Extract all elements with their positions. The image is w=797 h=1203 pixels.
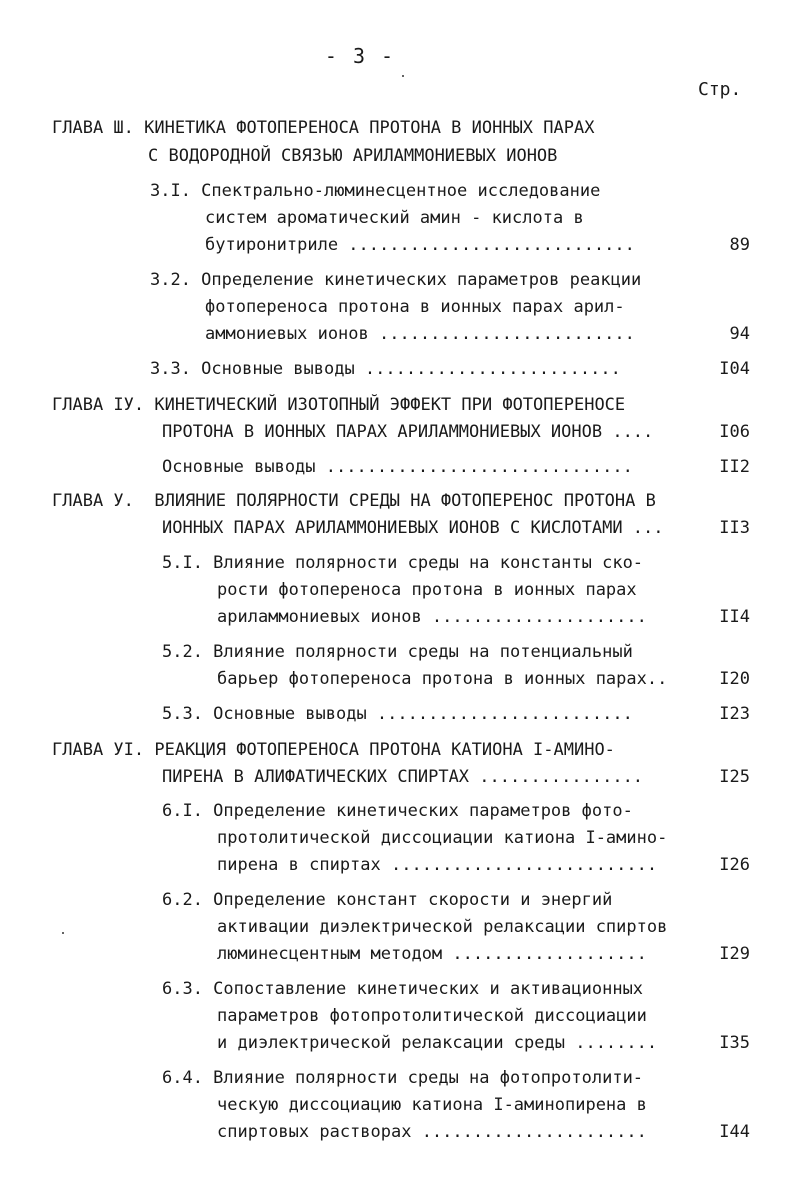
section-3-1-line-1: 3.I. Спектрально-люминесцентное исследование xyxy=(150,181,601,201)
section-6-2-line-1: 6.2. Определение констант скорости и энергий xyxy=(162,890,613,910)
section-3-2-page: 94 xyxy=(729,324,750,344)
section-6-3-line-1: 6.3. Сопоставление кинетических и активационных xyxy=(162,979,644,999)
section-3-2-line-1: 3.2. Определение кинетических параметров реакции xyxy=(150,270,642,290)
section-6-4-line-2: ческую диссоциацию катиона I-аминопирена в xyxy=(217,1095,647,1115)
section-5-1-line-1: 5.I. Влияние полярности среды на константы ско- xyxy=(162,553,644,573)
chapter-4-conclusions-page: II2 xyxy=(719,457,750,477)
chapter-5-title-line-1: ГЛАВА У. ВЛИЯНИЕ ПОЛЯРНОСТИ СРЕДЫ НА ФОТОПЕРЕНОС ПРОТОНА В xyxy=(52,491,656,511)
section-6-4-line-3: спиртовых растворах ...................... xyxy=(217,1122,647,1142)
section-6-1-page: I26 xyxy=(719,855,750,875)
chapter-6-title-line-1: ГЛАВА УI. РЕАКЦИЯ ФОТОПЕРЕНОСА ПРОТОНА КАТИОНА I-АМИНО- xyxy=(52,740,615,760)
section-6-1-line-1: 6.I. Определение кинетических параметров фото- xyxy=(162,801,633,821)
section-5-2-page: I20 xyxy=(719,669,750,689)
section-3-3-line-1: 3.3. Основные выводы ......................... xyxy=(150,359,621,379)
page-number: - 3 - xyxy=(324,44,396,68)
chapter-4-title-line-1: ГЛАВА IУ. КИНЕТИЧЕСКИЙ ИЗОТОПНЫЙ ЭФФЕКТ ПРИ ФОТОПЕРЕНОСЕ xyxy=(52,395,626,415)
section-5-1-line-3: ариламмониевых ионов ..................... xyxy=(217,607,647,627)
section-6-3-page: I35 xyxy=(719,1033,750,1053)
chapter-3-title-line-2: С ВОДОРОДНОЙ СВЯЗЬЮ АРИЛАММОНИЕВЫХ ИОНОВ xyxy=(148,146,558,166)
chapter-4-page: I06 xyxy=(719,422,750,442)
chapter-4-conclusions-line: Основные выводы .............................. xyxy=(162,457,633,477)
section-3-1-page: 89 xyxy=(729,235,750,255)
section-5-2-line-2: барьер фотопереноса протона в ионных парах.. xyxy=(217,669,668,689)
chapter-4-title-line-2: ПРОТОНА В ИОННЫХ ПАРАХ АРИЛАММОНИЕВЫХ ИОНОВ .... xyxy=(162,422,654,442)
section-5-2-line-1: 5.2. Влияние полярности среды на потенциальный xyxy=(162,642,633,662)
section-6-3-line-3: и диэлектрической релаксации среды ........ xyxy=(217,1033,658,1053)
section-5-1-line-2: рости фотопереноса протона в ионных парах xyxy=(217,580,637,600)
section-3-1-line-2: систем ароматический амин - кислота в xyxy=(205,208,584,228)
section-6-1-line-2: протолитической диссоциации катиона I-амино- xyxy=(217,828,668,848)
section-6-4-line-1: 6.4. Влияние полярности среды на фотопротолити- xyxy=(162,1068,644,1088)
chapter-3-title-line-1: ГЛАВА Ш. КИНЕТИКА ФОТОПЕРЕНОСА ПРОТОНА В ИОННЫХ ПАРАХ xyxy=(52,118,595,138)
chapter-6-title-line-2: ПИРЕНА В АЛИФАТИЧЕСКИХ СПИРТАХ ................ xyxy=(162,767,644,787)
scan-speck xyxy=(62,932,64,934)
section-5-1-page: II4 xyxy=(719,607,750,627)
page-column-label: Стр. xyxy=(698,79,742,100)
section-3-3-page: I04 xyxy=(719,359,750,379)
chapter-6-page: I25 xyxy=(719,767,750,787)
section-6-2-line-3: люминесцентным методом ................... xyxy=(217,944,647,964)
section-5-3-line-1: 5.3. Основные выводы ......................... xyxy=(162,704,633,724)
section-5-3-page: I23 xyxy=(719,704,750,724)
section-6-4-page: I44 xyxy=(719,1122,750,1142)
section-6-2-line-2: активации диэлектрической релаксации спиртов xyxy=(217,917,668,937)
scan-speck xyxy=(402,75,404,77)
section-6-2-page: I29 xyxy=(719,944,750,964)
section-3-2-line-3: аммониевых ионов ......................... xyxy=(205,324,635,344)
chapter-5-page: II3 xyxy=(719,518,750,538)
section-3-2-line-2: фотопереноса протона в ионных парах арил- xyxy=(205,297,625,317)
section-3-1-line-3: бутиронитриле ............................ xyxy=(205,235,635,255)
section-6-3-line-2: параметров фотопротолитической диссоциации xyxy=(217,1006,647,1026)
section-6-1-line-3: пирена в спиртах .......................... xyxy=(217,855,658,875)
chapter-5-title-line-2: ИОННЫХ ПАРАХ АРИЛАММОНИЕВЫХ ИОНОВ С КИСЛОТАМИ ... xyxy=(162,518,664,538)
